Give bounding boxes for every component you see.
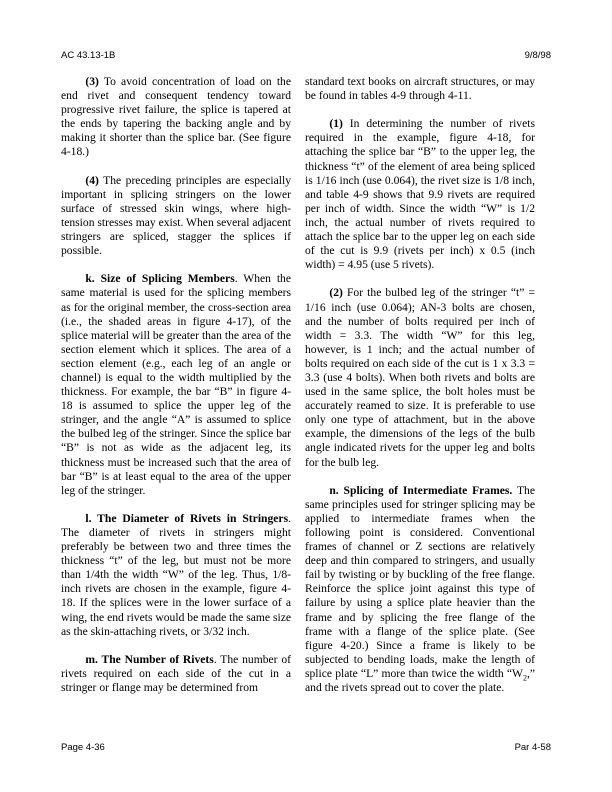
paragraph-number: (4) xyxy=(85,173,99,187)
paragraph-number: (3) xyxy=(85,75,99,88)
section-text: . The number of rivets required on each side of the cut in a stringer or flange may be determined from xyxy=(61,652,291,695)
paragraph-number: (1) xyxy=(329,117,343,131)
paragraph-text: The preceding principles are especially important in splicing stringers on the lower surface of stressed skin wings, where high-tension stresses may exist. When several adjacent stringers are spliced, stagger the splices if possible. xyxy=(61,173,291,258)
paragraph-text: For the bulbed leg of the stringer “t” = 1/16 inch (use 0.064); AN-3 bolts are chosen, and the number of bolts required per inch of width = 3.3. The width “W” for this leg, however, is 1 inch; and the actual number of bolts required on each side of the cut is 1 x 3.3 = 3.3 (use 4 bolts). When both rivets and bolts are used in the same splice, the bolt holes must be accurately reamed to size. It is preferable to use only one type of attachment, but in the above example, the dimensions of the legs of the bulb angle indicated rivets for the upper leg and bolts for the bulb leg. xyxy=(305,286,535,469)
document-id: AC 43.13-1B xyxy=(61,50,116,61)
page-number: Page 4-36 xyxy=(61,742,105,753)
paragraph-reference: Par 4-58 xyxy=(514,742,551,753)
section-heading: n. Splicing of Intermediate Frames. xyxy=(329,483,513,497)
paragraph-4 xyxy=(61,174,291,259)
section-heading: k. Size of Splicing Members xyxy=(85,272,235,286)
section-m xyxy=(61,653,291,695)
paragraph-text: In determining the number of rivets required in the example, figure 4-18, for attaching the splice bar “B” to the upper leg, the thickness “t” of the element of area being spliced is 1/16 inch (use 0.064), the rivet size is 1/8 inch, and table 4-9 shows that 9.9 rivets are required per inch of width. Since the width “W” is 1/2 inch, the actual number of rivets required to attach the splice bar to the upper leg on each side of the cut is 9.9 (rivets per inch) x 0.5 (inch width) = 4.95 (use 5 rivets). xyxy=(305,117,535,272)
paragraph-3 xyxy=(61,75,291,160)
continued-text: standard text books on aircraft structures, or may be found in tables 4-9 through 4-11. xyxy=(305,75,535,103)
paragraph-text: To avoid concentration of load on the end rivet and consequent tendency toward progressive rivet failure, the splice is tapered at the ends by tapering the backing angle and by making it shorter than the splice bar. (See figure 4-18.) xyxy=(61,75,291,159)
section-n xyxy=(305,484,535,695)
section-k xyxy=(61,272,291,498)
section-l xyxy=(61,512,291,639)
paragraph-2 xyxy=(305,286,535,469)
right-column xyxy=(305,75,535,709)
paragraph-number: (2) xyxy=(329,286,343,300)
section-text: . When the same material is used for the splicing members as for the original member, the cross-section area (i.e., the shaded areas in figure 4-17), of the splice material will be greater than the area of the section element which it splices. The area of a section element (e.g., each leg of an angle or channel) is equal to the width multiplied by the thickness. For example, the bar “B” in figure 4-18 is assumed to splice the upper leg of the stringer, and the angle “A” is assumed to splice the bulbed leg of the stringer. Since the splice bar “B” is not as wide as the adjacent leg, its thickness must be increased such that the area of bar “B” is at least equal to the area of the upper leg of the stringer. xyxy=(61,272,291,497)
section-text-tail: ,” and the rivets spread out to cover the plate. xyxy=(305,666,535,695)
paragraph-1 xyxy=(305,117,535,272)
section-text: . The diameter of rivets in stringers might preferably be between two and three times the thickness “t” of the leg, but must not be more than 1/4th the width “W” of the leg. Thus, 1/8-inch rivets are chosen in the example, figure 4-18. If the splices were in the lower surface of a wing, the end rivets would be made the same size as the skin-attaching rivets, or 3/32 inch. xyxy=(61,511,291,638)
section-text: The same principles used for stringer splicing may be applied to intermediate frames when the following point is considered. Conventional frames of channel or Z sections are relatively deep and thin compared to stringers, and usually fail by twisting or by buckling of the free flange. Reinforce the splice joint against this type of failure by using a splice plate heavier than the frame and by splicing the free flange of the frame with a flange of the splice plate. (See figure 4-20.) Since a frame is likely to be subjected to bending loads, make the length of splice plate “L” more than twice the width “W xyxy=(305,483,535,680)
left-column xyxy=(61,75,291,709)
subscript: 2 xyxy=(522,673,527,683)
document-date: 9/8/98 xyxy=(524,50,551,61)
section-heading: l. The Diameter of Rivets in Stringers xyxy=(85,511,289,525)
section-heading: m. The Number of Rivets xyxy=(85,652,214,666)
